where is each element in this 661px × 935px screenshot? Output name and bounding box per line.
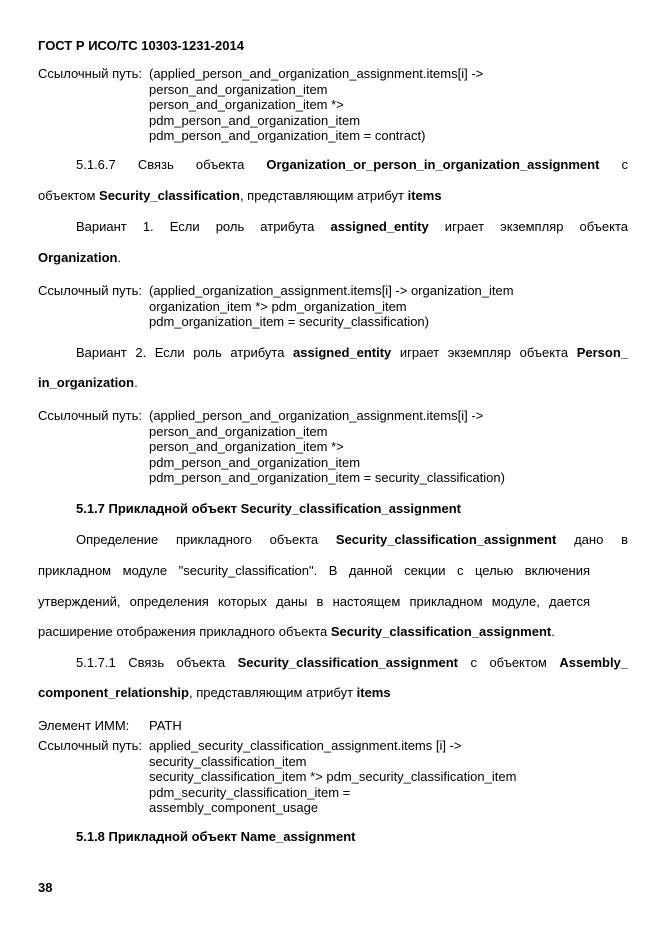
- document-header: ГОСТ Р ИСО/ТС 10303-1231-2014: [38, 38, 244, 53]
- paragraph-5-1-7-1: 5.1.7.1 Связь объекта Security_classification_assignment с объектом Assembly_: [76, 655, 629, 670]
- section-heading-5-1-7: 5.1.7 Прикладной объект Security_classification_assignment: [76, 501, 461, 516]
- page-number: 38: [38, 880, 53, 895]
- path-line: person_and_organization_item: [149, 81, 328, 97]
- path-line: person_and_organization_item *>: [149, 439, 344, 454]
- path-line: pdm_person_and_organization_item: [149, 112, 361, 128]
- paragraph-variant-2-cont: in_organization.: [38, 375, 138, 390]
- path-line: (applied_organization_assignment.items[i] -> organization_item: [149, 283, 514, 298]
- paragraph-5-1-6-7: 5.1.6.7 Связь объекта Organization_or_person_in_organization_assignment с: [76, 157, 628, 172]
- paragraph-5-1-6-7-cont: объектом Security_classification, представляющим атрибут items: [38, 188, 442, 203]
- path-line: security_classification_item: [149, 753, 307, 769]
- path-line: organization_item *> pdm_organization_item: [149, 298, 407, 314]
- path-line: security_classification_item *> pdm_security_classification_item: [149, 769, 517, 784]
- reference-path-label: Ссылочный путь:: [38, 66, 142, 81]
- path-line: (applied_person_and_organization_assignment.items[i] ->: [149, 408, 484, 423]
- imm-label: Элемент ИММ:: [38, 718, 130, 733]
- paragraph-definition-line2: прикладном модуле "security_classification". В данной секции с целью включения: [38, 563, 590, 578]
- paragraph-variant-1-cont: Organization.: [38, 250, 122, 265]
- path-line: pdm_person_and_organization_item = contract): [149, 128, 426, 143]
- path-line: person_and_organization_item: [149, 423, 328, 439]
- path-line: pdm_person_and_organization_item = security_classification): [149, 470, 505, 485]
- path-line: assembly_component_usage: [149, 800, 319, 815]
- paragraph-variant-1: Вариант 1. Если роль атрибута assigned_entity играет экземпляр объекта: [76, 219, 628, 234]
- path-line: (applied_person_and_organization_assignment.items[i] ->: [149, 66, 484, 81]
- path-line: pdm_organization_item = security_classification): [149, 314, 429, 329]
- reference-path-label: Ссылочный путь:: [38, 283, 142, 298]
- paragraph-variant-2: Вариант 2. Если роль атрибута assigned_entity играет экземпляр объекта Person_: [76, 345, 628, 360]
- path-line: applied_security_classification_assignment.items [i] ->: [149, 738, 462, 753]
- reference-path-label: Ссылочный путь:: [38, 408, 142, 423]
- paragraph-5-1-7-1-cont: component_relationship, представляющим атрибут items: [38, 685, 391, 700]
- path-line: person_and_organization_item *>: [149, 97, 344, 112]
- paragraph-definition: Определение прикладного объекта Security_classification_assignment дано в: [76, 532, 628, 547]
- paragraph-definition-line4: расширение отображения прикладного объекта Security_classification_assignment.: [38, 624, 555, 639]
- section-heading-5-1-8: 5.1.8 Прикладной объект Name_assignment: [76, 829, 356, 844]
- reference-path-label: Ссылочный путь:: [38, 738, 142, 753]
- paragraph-definition-line3: утверждений, определения которых даны в настоящем прикладном модуле, дается: [38, 594, 590, 609]
- path-line: pdm_security_classification_item =: [149, 784, 351, 800]
- path-line: pdm_person_and_organization_item: [149, 454, 361, 470]
- imm-value: PATH: [149, 718, 182, 733]
